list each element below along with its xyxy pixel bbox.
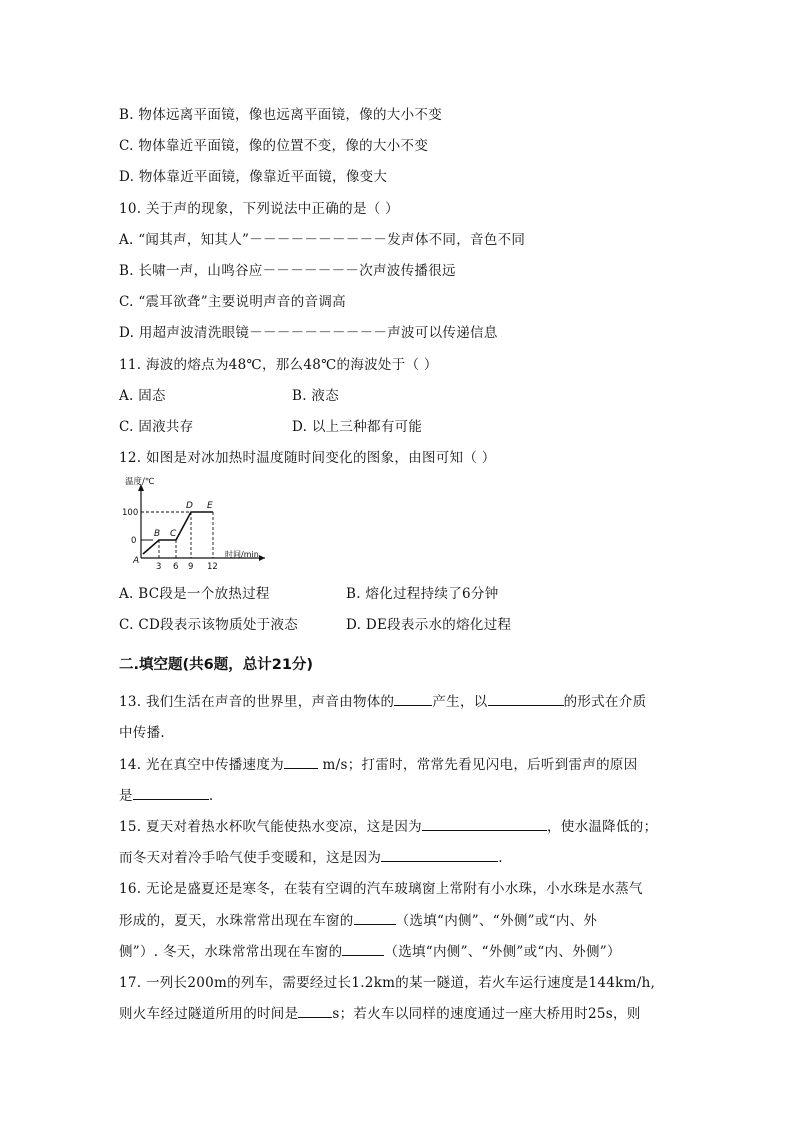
q14-text-1: 14. 光在真空中传播速度为 [119,757,284,773]
q17-text-2: s；若火车以同样的速度通过一座大桥用时25s，则 [332,1006,641,1022]
q13-blank-1[interactable] [394,691,432,706]
section-2-title: 二.填空题(共6题，总计21分) [119,657,314,673]
q16-line1: 16. 无论是盛夏还是寒冬，在装有空调的汽车玻璃窗上常附有小水珠，小水珠是水蒸气 [119,881,643,897]
q16-line2 [119,909,597,929]
q12-options-row1 [119,582,499,602]
q14-text-4: . [208,788,214,804]
q16-text-3: 侧”）. 冬天，水珠常常出现在车窗的 [119,944,343,960]
graph-x-tick-6: 6 [173,562,179,572]
q11-stem: 11. 海波的熔点为48℃，那么48℃的海波处于（ ） [119,357,438,373]
q9-option-d: D. 物体靠近平面镜，像靠近平面镜，像变大 [119,169,388,185]
graph-x-label: 时间/min [225,550,259,559]
q12-option-c: C. CD段表示该物质处于液态 [119,617,299,633]
q17-text-1: 则火车经过隧道所用的时间是 [119,1006,299,1022]
q10-option-d: D. 用超声波清洗眼镜－－－－－－－－－－声波可以传递信息 [119,325,498,341]
q14-blank-1[interactable] [284,754,318,769]
q16-text-1: 形成的，夏天，水珠常常出现在车窗的 [119,913,354,929]
q9-option-b: B. 物体远离平面镜，像也远离平面镜，像的大小不变 [119,107,443,123]
q11-option-c: C. 固液共存 [119,419,194,435]
q14-blank-2[interactable] [133,785,209,800]
q16-text-2: （选填“内侧”、“外侧”或“内、外 [395,913,598,929]
q12-option-b: B. 熔化过程持续了6分钟 [346,586,499,602]
graph-y-label: 温度/℃ [125,477,155,487]
q12-option-a: A. BC段是一个放热过程 [119,586,270,602]
q11-option-a: A. 固态 [119,388,166,404]
q10-stem: 10. 关于声的现象，下列说法中正确的是（ ） [119,201,399,217]
q15-text-4: . [498,850,503,866]
graph-x-tick-12: 12 [207,562,218,572]
q11-options-row2 [119,415,423,435]
q16-text-4: （选填“内侧”、“外侧”或“内、外侧”） [384,944,621,960]
q16-blank-2[interactable] [342,941,384,956]
q12-option-d: D. DE段表示水的熔化过程 [346,617,512,633]
graph-x-tick-9: 9 [188,562,194,572]
q17-line1: 17. 一列长200m的列车，需要经过长1.2km的某一隧道，若火车运行速度是144km/h, [119,975,656,991]
graph-point-d: D [186,501,193,511]
q10-option-b: B. 长啸一声，山鸣谷应－－－－－－－次声波传播很远 [119,263,456,279]
q13-blank-2[interactable] [488,691,564,706]
temperature-time-graph [119,474,269,572]
graph-point-c: C [170,529,177,539]
q10-option-c: C. “震耳欲聋”主要说明声音的音调高 [119,294,346,310]
q10-option-a: A. “闻其声，知其人”－－－－－－－－－－发声体不同，音色不同 [119,232,526,248]
graph-point-e: E [207,501,213,511]
q15-line1 [119,815,657,835]
q15-text-3: 而冬天对着冷手哈气使手变暖和，这是因为 [119,850,382,866]
q15-text-2: ，使水温降低的； [546,819,658,835]
graph-y-tick-100: 100 [122,508,139,518]
q13-line2: 中传播. [119,725,165,741]
q12-stem: 12. 如图是对冰加热时温度随时间变化的图象，由图可知（ ） [119,450,496,466]
q13-text-2: 产生，以 [432,694,488,710]
q14-text-3: 是 [119,788,133,804]
q11-option-b: B. 液态 [292,388,340,404]
q13-text-1: 13. 我们生活在声音的世界里，声音由物体的 [119,694,395,710]
q11-option-d: D. 以上三种都有可能 [292,419,423,435]
q9-option-c: C. 物体靠近平面镜，像的位置不变，像的大小不变 [119,138,429,154]
q17-blank-1[interactable] [298,1003,332,1018]
q16-line3 [119,940,621,960]
q14-line2 [119,784,213,804]
q15-line2 [119,846,503,866]
q14-text-2: m/s；打雷时，常常先看见闪电，后听到雷声的原因 [317,757,638,773]
q12-options-row2 [119,613,512,633]
q17-line2 [119,1002,641,1022]
graph-point-b: B [154,529,161,539]
q15-text-1: 15. 夏天对着热水杯吹气能使热水变凉，这是因为 [119,819,422,835]
q11-options-row1 [119,384,340,404]
q16-blank-1[interactable] [354,910,396,925]
q15-blank-2[interactable] [381,847,498,862]
q13-text-3: 的形式在介质 [563,694,647,710]
q15-blank-1[interactable] [422,816,547,831]
graph-point-a: A [133,556,140,566]
graph-y-tick-0: 0 [131,536,137,546]
q13-line1 [119,690,646,710]
q14-line1 [119,753,638,773]
graph-x-tick-3: 3 [156,562,162,572]
